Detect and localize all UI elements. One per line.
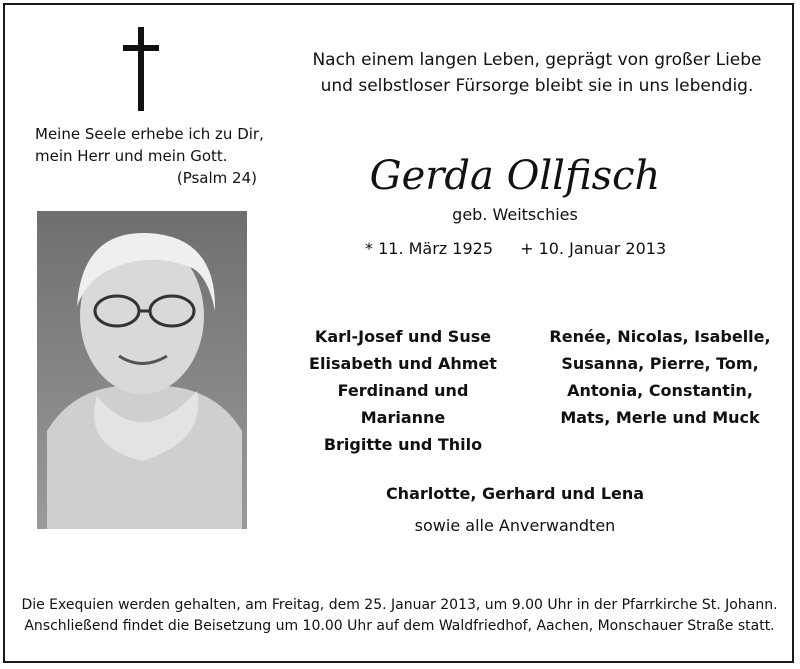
funeral-notice (17, 595, 782, 637)
family-line: Ferdinand und Marianne (337, 381, 469, 427)
obituary-notice (3, 3, 794, 663)
family-line: Antonia, Constantin, (567, 381, 753, 400)
portrait-photo (37, 211, 247, 529)
family-grandchildren (540, 323, 780, 431)
motto (287, 47, 787, 99)
life-dates (365, 238, 685, 260)
notice-line-1: Die Exequien werden gehalten, am Freitag, dem 25. Januar 2013, um 9.00 Uhr in der Pfarrkirche St. Johann. (21, 597, 778, 613)
family-line: Mats, Merle und Muck (560, 408, 760, 427)
birth-date: * 11. März 1925 (365, 239, 494, 258)
psalm-reference: (Psalm 24) (176, 169, 257, 187)
family-line: Elisabeth und Ahmet (309, 354, 497, 373)
birth-name: geb. Weitschies (452, 205, 578, 224)
family-line: Karl-Josef und Suse (314, 327, 492, 346)
psalm-line-1: Meine Seele erhebe ich zu Dir, (35, 125, 264, 143)
psalm-line-2: mein Herr und mein Gott. (35, 147, 228, 165)
deceased-name: Gerda Ollfisch (369, 153, 661, 199)
cross-icon (123, 27, 159, 111)
great-grandchildren: Charlotte, Gerhard und Lena (385, 484, 645, 503)
psalm-quote (35, 123, 265, 189)
death-date: + 10. Januar 2013 (520, 239, 667, 258)
motto-line-2: und selbstloser Fürsorge bleibt sie in uns lebendig. (320, 76, 754, 96)
family-line: Renée, Nicolas, Isabelle, (549, 327, 771, 346)
family-line: Brigitte und Thilo (323, 435, 483, 454)
notice-line-2: Anschließend findet die Beisetzung um 10.00 Uhr auf dem Waldfriedhof, Aachen, Monschauer Straße statt. (24, 618, 775, 634)
family-children (293, 323, 513, 458)
other-relatives: sowie alle Anverwandten (414, 516, 616, 535)
family-line: Susanna, Pierre, Tom, (561, 354, 759, 373)
motto-line-1: Nach einem langen Leben, geprägt von großer Liebe (312, 50, 762, 70)
